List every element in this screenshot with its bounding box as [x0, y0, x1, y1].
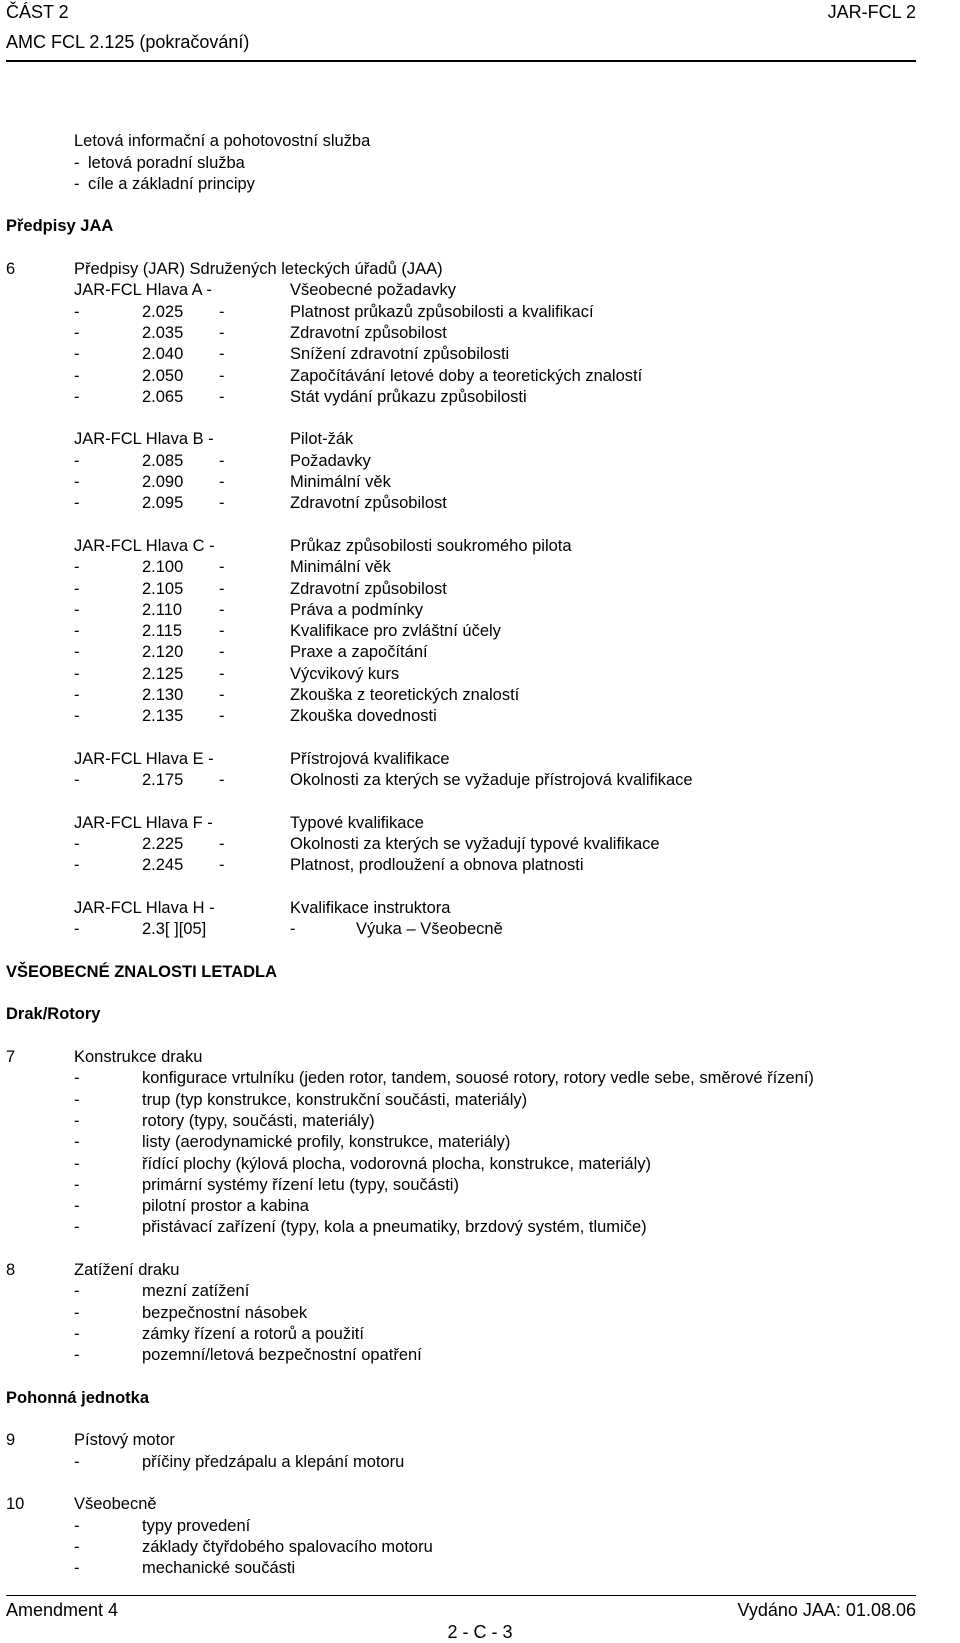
line-col-c2: 2.035	[142, 323, 184, 342]
text-line	[6, 472, 916, 493]
spacer	[6, 1026, 916, 1047]
line-col-c3: -	[219, 579, 225, 598]
section-heading-text: Předpisy JAA	[6, 217, 114, 236]
line-col-c1: -	[74, 494, 80, 513]
line-col-c1: -	[74, 1324, 80, 1343]
spacer	[6, 408, 916, 429]
text-line	[6, 749, 916, 770]
text-line	[6, 1090, 916, 1111]
text-line	[6, 579, 916, 600]
line-col-c2: 2.025	[142, 302, 184, 321]
header-doc-id: JAR-FCL 2	[827, 2, 916, 22]
line-col-c1b: cíle a základní principy	[88, 174, 255, 193]
document-body	[6, 110, 916, 1579]
line-col-c4: Započítávání letové doby a teoretických znalostí	[290, 366, 643, 385]
line-col-c1: -	[74, 1069, 80, 1088]
line-col-c4: Snížení zdravotní způsobilosti	[290, 345, 510, 364]
line-col-c2: 2.090	[142, 473, 184, 492]
spacer	[6, 728, 916, 749]
line-col-c1: -	[74, 1282, 80, 1301]
line-col-c5: Výuka – Všeobecně	[356, 920, 503, 939]
line-col-c2: typy provedení	[142, 1516, 251, 1535]
text-line	[6, 919, 916, 940]
line-col-c1: -	[74, 1537, 80, 1556]
line-col-c1: -	[74, 174, 80, 193]
text-line	[6, 429, 916, 450]
line-col-c2: primární systémy řízení letu (typy, součásti)	[142, 1175, 459, 1194]
line-col-c1: -	[74, 1516, 80, 1535]
line-col-c2: 2.085	[142, 451, 184, 470]
text-line	[6, 153, 916, 174]
text-line	[6, 642, 916, 663]
text-line	[6, 1196, 916, 1217]
text-line	[6, 813, 916, 834]
text-line	[6, 1537, 916, 1558]
line-col-c1: -	[74, 1559, 80, 1578]
text-line	[6, 1281, 916, 1302]
line-col-c4: Typové kvalifikace	[290, 813, 424, 832]
line-col-c2: 2.050	[142, 366, 184, 385]
text-line	[6, 323, 916, 344]
line-col-c2: 2.065	[142, 387, 184, 406]
line-col-c1: -	[74, 1452, 80, 1471]
text-line	[6, 1516, 916, 1537]
line-col-c4: Průkaz způsobilosti soukromého pilota	[290, 536, 572, 555]
header-divider	[6, 60, 916, 62]
line-col-c2: mechanické součásti	[142, 1559, 296, 1578]
section-heading	[6, 962, 916, 983]
line-col-c2: 2.130	[142, 686, 184, 705]
line-col-c4: Minimální věk	[290, 558, 391, 577]
text-line	[6, 1047, 916, 1068]
line-col-c0: 6	[6, 260, 16, 279]
line-col-c1: Zatížení draku	[74, 1261, 180, 1280]
line-col-c2: 2.105	[142, 579, 184, 598]
line-col-c1: -	[74, 366, 80, 385]
line-col-c1: -	[74, 451, 80, 470]
line-col-c1: -	[74, 1303, 80, 1322]
text-line	[6, 1154, 916, 1175]
line-col-c2: přistávací zařízení (typy, kola a pneumatiky, brzdový systém, tlumiče)	[142, 1218, 647, 1237]
line-col-c1: -	[74, 686, 80, 705]
line-col-c3: -	[219, 366, 225, 385]
line-col-c2: pozemní/letová bezpečnostní opatření	[142, 1346, 422, 1365]
text-line	[6, 280, 916, 301]
line-col-c4: Požadavky	[290, 451, 371, 470]
line-col-c1: -	[74, 1346, 80, 1365]
line-col-c1: -	[74, 622, 80, 641]
text-line	[6, 685, 916, 706]
line-col-c4: Zdravotní způsobilost	[290, 494, 447, 513]
line-col-c1b: letová poradní služba	[88, 153, 245, 172]
line-col-c0: 7	[6, 1048, 16, 1067]
footer-divider	[6, 1595, 916, 1596]
line-col-c1: Pístový motor	[74, 1431, 175, 1450]
spacer	[6, 941, 916, 962]
line-col-c1: -	[74, 302, 80, 321]
line-col-c1: Letová informační a pohotovostní služba	[74, 132, 371, 151]
line-col-c2: zámky řízení a rotorů a použití	[142, 1324, 364, 1343]
line-col-c1: -	[74, 579, 80, 598]
spacer	[6, 792, 916, 813]
text-line	[6, 834, 916, 855]
line-col-c1: -	[74, 1111, 80, 1130]
line-col-c1: -	[74, 835, 80, 854]
text-line	[6, 1260, 916, 1281]
text-line	[6, 259, 916, 280]
spacer	[6, 983, 916, 1004]
line-col-c4: Práva a podmínky	[290, 600, 423, 619]
text-line	[6, 1558, 916, 1579]
text-line	[6, 1111, 916, 1132]
text-line	[6, 770, 916, 791]
text-line	[6, 664, 916, 685]
line-col-c4: Zkouška z teoretických znalostí	[290, 686, 520, 705]
line-col-c4: Okolnosti za kterých se vyžaduje přístrojová kvalifikace	[290, 771, 693, 790]
line-col-c3: -	[219, 707, 225, 726]
line-col-c4: Okolnosti za kterých se vyžadují typové kvalifikace	[290, 835, 660, 854]
text-line	[6, 1217, 916, 1238]
text-line	[6, 451, 916, 472]
section-heading-text: Drak/Rotory	[6, 1005, 101, 1024]
line-col-c2: 2.110	[142, 600, 183, 619]
line-col-c0: 10	[6, 1495, 25, 1514]
line-col-c1: -	[74, 643, 80, 662]
line-col-c4: Zdravotní způsobilost	[290, 323, 447, 342]
line-col-c1: -	[74, 558, 80, 577]
line-col-c1: JAR-FCL Hlava E -	[74, 749, 214, 768]
line-col-c2: 2.175	[142, 771, 184, 790]
section-heading	[6, 1388, 916, 1409]
line-col-c1: -	[74, 771, 80, 790]
line-col-c4: Kvalifikace pro zvláštní účely	[290, 622, 501, 641]
line-col-c4: Platnost, prodloužení a obnova platnosti	[290, 856, 584, 875]
line-col-c4: Všeobecné požadavky	[290, 281, 457, 300]
line-col-c1: -	[74, 323, 80, 342]
text-line	[6, 1324, 916, 1345]
spacer	[6, 238, 916, 259]
section-heading	[6, 1004, 916, 1025]
header-part: ČÁST 2	[6, 2, 69, 22]
line-col-c3: -	[219, 323, 225, 342]
line-col-c1: -	[74, 387, 80, 406]
spacer	[6, 195, 916, 216]
line-col-c4: Kvalifikace instruktora	[290, 898, 451, 917]
line-col-c1: Konstrukce draku	[74, 1048, 203, 1067]
line-col-c1: JAR-FCL Hlava A -	[74, 281, 212, 300]
text-line	[6, 706, 916, 727]
spacer	[6, 877, 916, 898]
text-line	[6, 302, 916, 323]
line-col-c0: 9	[6, 1431, 16, 1450]
spacer	[6, 1367, 916, 1388]
line-col-c2: 2.3[ ][05]	[142, 920, 207, 939]
line-col-c1: -	[74, 1197, 80, 1216]
line-col-c4: Platnost průkazů způsobilosti a kvalifikací	[290, 302, 594, 321]
line-col-c1: JAR-FCL Hlava H -	[74, 898, 215, 917]
line-col-c1: -	[74, 1175, 80, 1194]
line-col-c3: -	[219, 345, 225, 364]
line-col-c1: Všeobecně	[74, 1495, 157, 1514]
text-line	[6, 1345, 916, 1366]
line-col-c2: 2.040	[142, 345, 184, 364]
line-col-c2: 2.100	[142, 558, 184, 577]
line-col-c3: -	[219, 835, 225, 854]
line-col-c3: -	[219, 600, 225, 619]
text-line	[6, 1430, 916, 1451]
line-col-c1: -	[74, 707, 80, 726]
line-col-c2: příčiny předzápalu a klepání motoru	[142, 1452, 405, 1471]
text-line	[6, 855, 916, 876]
line-col-c2: 2.135	[142, 707, 184, 726]
line-col-c3: -	[219, 771, 225, 790]
line-col-c1: -	[74, 920, 80, 939]
line-col-c3: -	[219, 387, 225, 406]
text-line	[6, 366, 916, 387]
text-line	[6, 898, 916, 919]
spacer	[6, 1473, 916, 1494]
line-col-c4: Praxe a započítání	[290, 643, 428, 662]
line-col-c2: řídící plochy (kýlová plocha, vodorovná plocha, konstrukce, materiály)	[142, 1154, 651, 1173]
line-col-c2: mezní zatížení	[142, 1282, 250, 1301]
footer-amendment: Amendment 4	[6, 1600, 119, 1620]
line-col-c1: -	[74, 1154, 80, 1173]
line-col-c2: trup (typ konstrukce, konstrukční součásti, materiály)	[142, 1090, 528, 1109]
line-col-c4: Zdravotní způsobilost	[290, 579, 447, 598]
line-col-c2: 2.125	[142, 664, 184, 683]
text-line	[6, 1132, 916, 1153]
line-col-c2: 2.120	[142, 643, 184, 662]
text-line	[6, 621, 916, 642]
line-col-c2: konfigurace vrtulníku (jeden rotor, tandem, souosé rotory, rotory vedle sebe, směrové řízení)	[142, 1069, 814, 1088]
header-amc-title: AMC FCL 2.125 (pokračování)	[6, 32, 250, 52]
line-col-c4: Výcvikový kurs	[290, 664, 400, 683]
text-line	[6, 1303, 916, 1324]
line-col-c4: -	[290, 920, 296, 939]
line-col-c1: -	[74, 1133, 80, 1152]
text-line	[6, 536, 916, 557]
line-col-c0: 8	[6, 1261, 16, 1280]
line-col-c2: bezpečnostní násobek	[142, 1303, 308, 1322]
line-col-c3: -	[219, 558, 225, 577]
line-col-c1: -	[74, 600, 80, 619]
line-col-c1: -	[74, 1090, 80, 1109]
line-col-c3: -	[219, 686, 225, 705]
line-col-c1: -	[74, 473, 80, 492]
line-col-c2: 2.245	[142, 856, 184, 875]
line-col-c3: -	[219, 494, 225, 513]
line-col-c2: rotory (typy, součásti, materiály)	[142, 1111, 375, 1130]
line-col-c4: Pilot-žák	[290, 430, 354, 449]
line-col-c1: JAR-FCL Hlava C -	[74, 536, 215, 555]
text-line	[6, 174, 916, 195]
line-col-c2: pilotní prostor a kabina	[142, 1197, 309, 1216]
line-col-c3: -	[219, 451, 225, 470]
text-line	[6, 1068, 916, 1089]
line-col-c3: -	[219, 302, 225, 321]
line-col-c4: Stát vydání průkazu způsobilosti	[290, 387, 527, 406]
line-col-c1: -	[74, 856, 80, 875]
text-line	[6, 493, 916, 514]
line-col-c4: Přístrojová kvalifikace	[290, 749, 450, 768]
line-col-c2: 2.115	[142, 622, 183, 641]
text-line	[6, 387, 916, 408]
line-col-c2: 2.225	[142, 835, 184, 854]
text-line	[6, 600, 916, 621]
line-col-c1: -	[74, 664, 80, 683]
footer-page-number: 2 - C - 3	[447, 1622, 513, 1642]
line-col-c3: -	[219, 473, 225, 492]
section-heading-text: Pohonná jednotka	[6, 1388, 150, 1407]
line-col-c3: -	[219, 856, 225, 875]
line-col-c1: -	[74, 153, 80, 172]
line-col-c2: základy čtyřdobého spalovacího motoru	[142, 1537, 433, 1556]
text-line	[6, 557, 916, 578]
line-col-c1: -	[74, 1218, 80, 1237]
line-col-c3: -	[219, 643, 225, 662]
line-col-c1: -	[74, 345, 80, 364]
spacer	[6, 1409, 916, 1430]
text-line	[6, 1452, 916, 1473]
line-col-c2: listy (aerodynamické profily, konstrukce, materiály)	[142, 1133, 511, 1152]
spacer	[6, 515, 916, 536]
text-line	[6, 131, 916, 152]
spacer	[6, 1239, 916, 1260]
text-line	[6, 344, 916, 365]
line-col-c2: 2.095	[142, 494, 184, 513]
line-col-c1: JAR-FCL Hlava F -	[74, 813, 213, 832]
line-col-c3: -	[219, 664, 225, 683]
section-heading-text: VŠEOBECNÉ ZNALOSTI LETADLA	[6, 962, 278, 981]
text-line	[6, 1175, 916, 1196]
line-col-c3: -	[219, 622, 225, 641]
footer-issued-date: Vydáno JAA: 01.08.06	[737, 1600, 916, 1620]
line-col-c4: Zkouška dovednosti	[290, 707, 437, 726]
line-col-c4: Minimální věk	[290, 473, 391, 492]
line-col-c1: Předpisy (JAR) Sdružených leteckých úřadů (JAA)	[74, 260, 443, 279]
line-col-c1: JAR-FCL Hlava B -	[74, 430, 214, 449]
section-heading	[6, 216, 916, 237]
text-line	[6, 1494, 916, 1515]
spacer	[6, 110, 916, 131]
